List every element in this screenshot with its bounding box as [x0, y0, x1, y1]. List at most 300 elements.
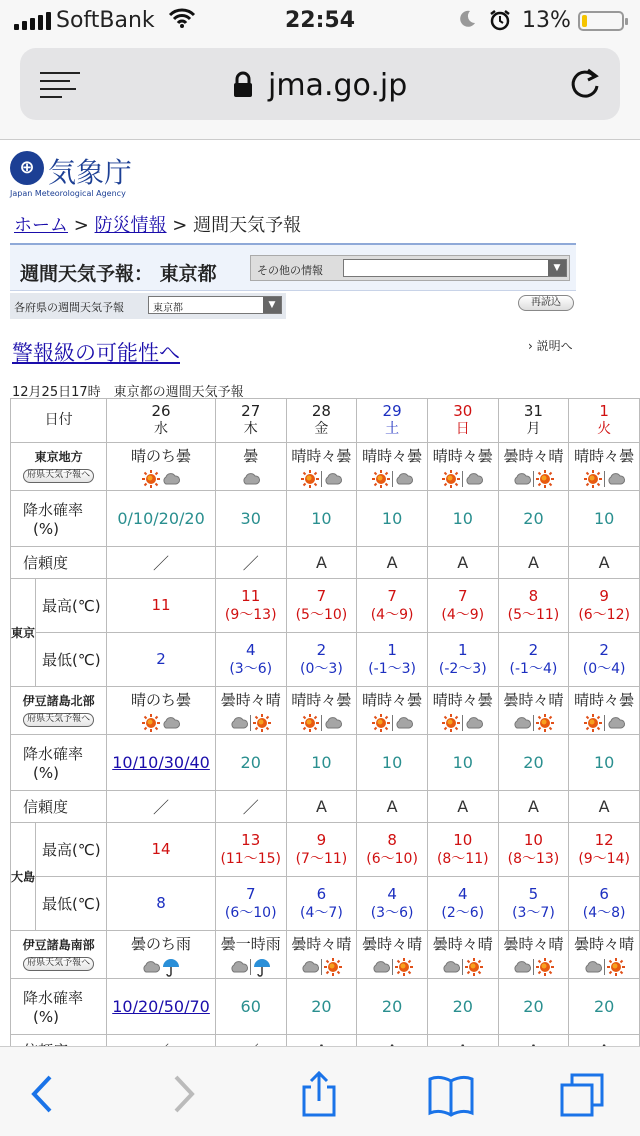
max-temp-cell: [215, 579, 286, 633]
status-bar: [0, 0, 640, 40]
precip-value: 20: [523, 509, 544, 528]
sun-icon: [371, 469, 391, 489]
min-temp-row: [11, 877, 640, 931]
divider: [604, 959, 605, 975]
day-number: 30: [453, 402, 473, 421]
max-temp-label: 最高(℃): [36, 823, 107, 877]
date-cell: [286, 399, 357, 443]
precip-cell: [286, 491, 357, 547]
cloud-icon: [441, 957, 461, 977]
weather-text: 晴のち曇: [131, 447, 192, 465]
weather-icons: [499, 468, 569, 490]
jma-logo-mark: ⊕: [10, 151, 44, 185]
date-header-row: [11, 399, 640, 443]
divider: [462, 471, 463, 487]
cloud-icon: [606, 469, 626, 489]
reliability-value: A: [598, 797, 610, 816]
max-temp-value: 8: [528, 586, 539, 605]
max-temp-cell: [215, 823, 286, 877]
precip-value: 20: [593, 997, 615, 1016]
weather-cell: [427, 443, 498, 491]
precip-value: 10: [311, 509, 332, 528]
reliability-value: A: [386, 553, 398, 572]
place-name: 東京: [11, 579, 36, 687]
prefecture-selector-label: 各府県の週間天気予報: [14, 301, 124, 314]
min-temp-range: (3〜6): [229, 661, 273, 678]
weather-text: 曇時々晴: [291, 935, 352, 953]
divider: [392, 959, 393, 975]
other-info-dropdown[interactable]: [343, 259, 567, 277]
battery-percent: 13%: [522, 8, 571, 33]
sun-icon: [323, 957, 343, 977]
precip-cell: [215, 491, 286, 547]
pref-forecast-button[interactable]: 府県天気予報へ: [23, 469, 94, 483]
precip-value: 20: [523, 753, 544, 772]
divider: [250, 715, 251, 731]
weather-icons: [357, 956, 427, 978]
min-temp-cell: [107, 633, 216, 687]
weather-text: 曇時々晴: [220, 691, 281, 709]
region-name: 伊豆諸島南部: [22, 938, 95, 953]
weekday: 日: [455, 421, 470, 438]
min-temp-value: 4: [387, 884, 397, 903]
reliability-cell: [498, 791, 569, 823]
precip-cell: [107, 979, 216, 1035]
weather-text: 曇時々晴: [362, 935, 423, 953]
max-temp-value: 10: [523, 830, 543, 849]
min-temp-value: 2: [528, 640, 539, 659]
precip-value: 60: [240, 997, 261, 1016]
umbrella-icon: [161, 957, 181, 977]
weather-text: 晴時々曇: [432, 447, 493, 465]
max-temp-value: 14: [151, 839, 171, 858]
breadcrumb-separator: >: [172, 215, 188, 236]
weather-cell: [427, 687, 498, 735]
sun-icon: [606, 957, 626, 977]
page-title: 週間天気予報： 東京都: [20, 263, 217, 285]
weather-icons: [287, 956, 357, 978]
precip-cell: [357, 491, 428, 547]
browser-toolbar: [0, 1046, 640, 1136]
explanation-link-label: 説明へ: [536, 339, 573, 353]
cloud-icon: [229, 713, 249, 733]
precip-value: 0/10/20/20: [117, 509, 205, 528]
weather-text: 曇のち雨: [131, 935, 192, 953]
reliability-cell: [498, 547, 569, 579]
weather-text: 晴時々曇: [291, 691, 352, 709]
day-number: 1: [599, 402, 609, 421]
weather-icons: [569, 956, 639, 978]
tabs-icon[interactable]: [558, 1071, 608, 1117]
weather-text: 晴時々曇: [574, 447, 635, 465]
precip-value: 20: [311, 997, 332, 1016]
max-temp-value: 7: [316, 586, 327, 605]
weather-icons: [428, 468, 498, 490]
weather-icons: [357, 468, 427, 490]
weather-cell: [107, 687, 216, 735]
weather-icons: [216, 956, 286, 978]
carrier-name: SoftBank: [56, 8, 155, 33]
divider: [392, 471, 393, 487]
weather-icons: [357, 712, 427, 734]
status-time: 22:54: [284, 8, 356, 33]
weather-cell: [498, 931, 569, 979]
precip-detail-link[interactable]: 10/20/50/70: [112, 997, 210, 1016]
weather-text: 曇: [243, 447, 259, 465]
weather-cell: [569, 687, 640, 735]
max-temp-row: [11, 823, 640, 877]
prefecture-dropdown[interactable]: [148, 296, 282, 314]
reload-button[interactable]: 再読込: [518, 295, 574, 311]
share-icon[interactable]: [294, 1071, 344, 1117]
cloud-icon: [161, 713, 181, 733]
day-number: 27: [241, 402, 261, 421]
weather-cell: [427, 931, 498, 979]
battery-icon: [578, 11, 624, 31]
weather-cell: [107, 443, 216, 491]
pref-forecast-button[interactable]: 府県天気予報へ: [23, 957, 94, 971]
precip-label-text: 降水確率: [23, 745, 84, 763]
reliability-cell: [107, 547, 216, 579]
other-info-label: その他の情報: [257, 264, 323, 277]
weather-cell: [286, 687, 357, 735]
weather-cell: [498, 687, 569, 735]
sun-icon: [535, 469, 555, 489]
min-temp-cell: [215, 877, 286, 931]
min-temp-cell: [286, 877, 357, 931]
reliability-value: ／: [242, 798, 259, 817]
date-cell: [427, 399, 498, 443]
alarm-icon: [488, 8, 512, 38]
min-temp-cell: [569, 877, 640, 931]
weather-text: 晴時々曇: [291, 447, 352, 465]
weekday: 木: [243, 421, 258, 438]
max-temp-range: (11〜15): [220, 851, 281, 868]
reliability-value: A: [527, 553, 539, 572]
min-temp-cell: [498, 633, 569, 687]
max-temp-range: (6〜10): [366, 851, 418, 868]
weather-icons: [216, 468, 286, 490]
logo-english: Japan Meteorological Agency: [10, 189, 126, 198]
divider: [533, 715, 534, 731]
page-title-bar: [10, 243, 576, 291]
sun-icon: [371, 713, 391, 733]
logo-name: 気象庁: [48, 156, 133, 189]
weather-icons: [107, 468, 215, 490]
divider: [462, 715, 463, 731]
sun-icon: [583, 469, 603, 489]
min-temp-range: (4〜7): [300, 905, 343, 922]
precip-row: [11, 979, 640, 1035]
precip-cell: [357, 735, 428, 791]
max-temp-range: (9〜14): [578, 851, 630, 868]
sun-icon: [464, 957, 484, 977]
max-temp-cell: [498, 579, 569, 633]
precip-value: 20: [240, 753, 261, 772]
precip-label: [11, 491, 107, 547]
reliability-cell: [357, 547, 428, 579]
sun-icon: [141, 469, 161, 489]
pref-forecast-button[interactable]: 府県天気予報へ: [23, 713, 94, 727]
reliability-cell: [215, 791, 286, 823]
precip-cell: [498, 491, 569, 547]
weather-icons: [499, 956, 569, 978]
cloud-icon: [583, 957, 603, 977]
reliability-cell: [215, 547, 286, 579]
max-temp-range: (4〜9): [370, 607, 414, 624]
max-temp-cell: [498, 823, 569, 877]
cloud-icon: [371, 957, 391, 977]
cloud-icon: [512, 713, 532, 733]
weather-cell: [215, 443, 286, 491]
min-temp-cell: [357, 877, 428, 931]
max-temp-value: 7: [458, 586, 468, 605]
max-temp-cell: [427, 579, 498, 633]
breadcrumb-separator: >: [73, 215, 89, 236]
cloud-icon: [394, 713, 414, 733]
breadcrumb-current: 週間天気予報: [193, 215, 302, 236]
precip-value: 10: [381, 509, 403, 528]
max-temp-value: 7: [387, 586, 397, 605]
weekday: 土: [385, 421, 400, 438]
min-temp-range: (0〜3): [300, 661, 343, 678]
min-temp-cell: [427, 877, 498, 931]
url-text[interactable]: jma.go.jp: [268, 68, 408, 103]
reliability-cell: [286, 791, 357, 823]
day-number: 28: [311, 402, 331, 421]
divider: [604, 471, 605, 487]
forward-icon[interactable]: [158, 1071, 208, 1117]
dropdown-arrow-icon: ▼: [263, 297, 281, 313]
divider: [250, 959, 251, 975]
precip-value: 10: [381, 753, 403, 772]
min-temp-value: 4: [458, 884, 468, 903]
max-temp-value: 8: [387, 830, 397, 849]
region-name: 東京地方: [34, 450, 83, 465]
weather-icons: [216, 712, 286, 734]
max-temp-range: (6〜12): [578, 607, 630, 624]
precip-cell: [357, 979, 428, 1035]
max-temp-value: 12: [594, 830, 614, 849]
weather-text: 晴時々曇: [432, 691, 493, 709]
breadcrumb-disaster-link[interactable]: 防災情報: [94, 215, 167, 236]
do-not-disturb-icon: [456, 8, 478, 36]
min-temp-label: 最低(℃): [36, 633, 107, 687]
weather-icons: [499, 712, 569, 734]
warning-possibility-link[interactable]: 警報級の可能性へ: [12, 341, 180, 365]
max-temp-cell: [569, 823, 640, 877]
precip-value: 10: [593, 509, 615, 528]
min-temp-value: 2: [316, 640, 327, 659]
precip-cell: [498, 735, 569, 791]
web-page: [0, 141, 640, 1047]
weather-icons: [287, 712, 357, 734]
precip-cell: [286, 735, 357, 791]
weather-cell: [286, 443, 357, 491]
reliability-cell: [107, 791, 216, 823]
min-temp-range: (6〜10): [224, 905, 277, 922]
precip-value: 30: [240, 509, 261, 528]
max-temp-label: 最高(℃): [36, 579, 107, 633]
precip-value: 10: [452, 753, 473, 772]
place-name: 大島: [11, 823, 36, 931]
weather-cell: [357, 687, 428, 735]
precip-cell: [498, 979, 569, 1035]
jma-logo[interactable]: [10, 151, 150, 197]
precip-value: 10: [593, 753, 615, 772]
explanation-link[interactable]: [528, 337, 573, 354]
sun-icon: [300, 469, 320, 489]
max-temp-cell: [107, 579, 216, 633]
min-temp-cell: [569, 633, 640, 687]
weekly-forecast-table: [10, 398, 640, 1067]
reliability-value: A: [315, 797, 327, 816]
max-temp-row: [11, 579, 640, 633]
date-cell: [498, 399, 569, 443]
region-cell: [11, 443, 107, 491]
other-info-selector: [250, 255, 570, 281]
min-temp-range: (-2〜3): [438, 661, 487, 678]
max-temp-range: (8〜13): [507, 851, 560, 868]
min-temp-value: 6: [599, 884, 609, 903]
min-temp-value: 1: [387, 640, 397, 659]
min-temp-label: 最低(℃): [36, 877, 107, 931]
address-bar[interactable]: [20, 48, 620, 120]
precip-label-text: 降水確率: [23, 501, 84, 519]
max-temp-value: 9: [316, 830, 327, 849]
precip-cell: [107, 735, 216, 791]
max-temp-value: 10: [453, 830, 473, 849]
cloud-icon: [141, 957, 161, 977]
min-temp-row: [11, 633, 640, 687]
weather-cell: [357, 931, 428, 979]
sun-icon: [441, 713, 461, 733]
precip-value: 10: [311, 753, 332, 772]
weather-icons: [107, 712, 215, 734]
weather-icons: [569, 468, 639, 490]
min-temp-range: (3〜7): [512, 905, 555, 922]
min-temp-value: 6: [316, 884, 327, 903]
precip-label: [11, 735, 107, 791]
cloud-icon: [300, 957, 320, 977]
weather-cell: [569, 931, 640, 979]
back-icon[interactable]: [18, 1071, 68, 1117]
reliability-row: [11, 547, 640, 579]
cloud-icon: [512, 469, 532, 489]
min-temp-cell: [427, 633, 498, 687]
min-temp-range: (2〜6): [441, 905, 485, 922]
min-temp-value: 2: [599, 640, 609, 659]
min-temp-range: (-1〜3): [368, 661, 416, 678]
min-temp-cell: [498, 877, 569, 931]
min-temp-cell: [215, 633, 286, 687]
precip-label-text: 降水確率: [23, 989, 84, 1007]
min-temp-value: 1: [458, 640, 468, 659]
weather-icons: [569, 712, 639, 734]
cloud-icon: [161, 469, 181, 489]
weather-cell: [107, 931, 216, 979]
max-temp-value: 13: [241, 830, 261, 849]
region-cell: [11, 931, 107, 979]
weather-text: 曇時々晴: [503, 935, 564, 953]
reliability-value: A: [457, 797, 469, 816]
min-temp-range: (3〜6): [370, 905, 414, 922]
divider: [321, 959, 322, 975]
precip-cell: [215, 735, 286, 791]
reliability-value: ／: [153, 798, 170, 817]
min-temp-value: 5: [528, 884, 539, 903]
max-temp-cell: [427, 823, 498, 877]
max-temp-cell: [107, 823, 216, 877]
bookmarks-icon[interactable]: [426, 1071, 476, 1117]
weather-cell: [215, 687, 286, 735]
reliability-value: ／: [242, 554, 259, 573]
date-cell: [215, 399, 286, 443]
sun-icon: [535, 957, 555, 977]
min-temp-value: 4: [245, 640, 256, 659]
weather-cell: [215, 931, 286, 979]
cloud-icon: [229, 957, 249, 977]
region-cell: [11, 687, 107, 735]
max-temp-range: (9〜13): [224, 607, 277, 624]
dropdown-arrow-icon: ▼: [548, 260, 566, 276]
divider: [533, 471, 534, 487]
date-cell: [569, 399, 640, 443]
reliability-cell: [427, 547, 498, 579]
precip-cell: [427, 979, 498, 1035]
precip-value: 20: [452, 997, 473, 1016]
breadcrumb-home-link[interactable]: ホーム: [14, 215, 68, 236]
weather-text: 曇時々晴: [432, 935, 493, 953]
min-temp-cell: [107, 877, 216, 931]
weather-text: 曇時々晴: [574, 935, 635, 953]
browser-address-area: [0, 40, 640, 140]
min-temp-cell: [286, 633, 357, 687]
precip-cell: [107, 491, 216, 547]
precip-cell: [569, 735, 640, 791]
precip-value: 10: [452, 509, 473, 528]
max-temp-cell: [357, 579, 428, 633]
day-number: 31: [523, 402, 543, 421]
max-temp-range: (5〜11): [507, 607, 560, 624]
weather-cell: [569, 443, 640, 491]
chevron-right-icon: ›: [528, 339, 533, 353]
precip-value: 20: [381, 997, 403, 1016]
precip-value: 20: [523, 997, 544, 1016]
cloud-icon: [394, 469, 414, 489]
max-temp-value: 9: [599, 586, 609, 605]
sun-icon: [252, 713, 272, 733]
reliability-row: [11, 791, 640, 823]
lock-icon: [232, 70, 254, 100]
precip-detail-link[interactable]: 10/10/30/40: [112, 753, 210, 772]
divider: [604, 715, 605, 731]
weather-icons: [107, 956, 215, 978]
reliability-cell: [357, 791, 428, 823]
sun-icon: [583, 713, 603, 733]
weather-icons: [287, 468, 357, 490]
reload-icon[interactable]: [568, 66, 602, 100]
weather-icons: [428, 712, 498, 734]
prefecture-selector-row: [10, 293, 286, 319]
breadcrumb: [14, 211, 301, 237]
reliability-value: A: [457, 553, 469, 572]
reader-menu-icon[interactable]: [40, 72, 80, 98]
precip-unit: (%): [33, 764, 59, 782]
max-temp-range: (4〜9): [441, 607, 485, 624]
weekday: 水: [154, 421, 169, 438]
reliability-cell: [427, 791, 498, 823]
